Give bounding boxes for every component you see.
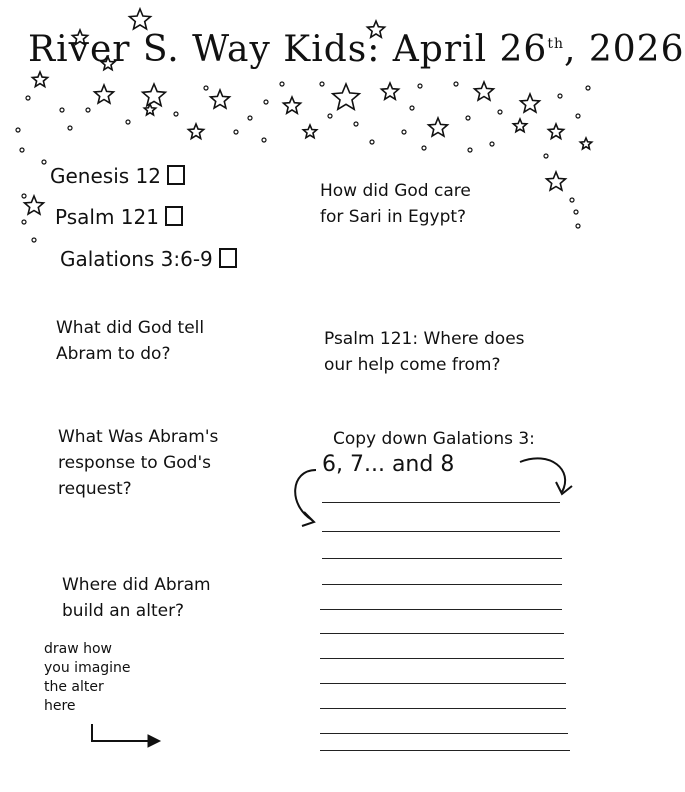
question-line: for Sari in Egypt? — [320, 207, 467, 227]
dot-decoration — [22, 220, 26, 224]
star-icon — [303, 125, 316, 138]
dot-decoration — [280, 82, 284, 86]
question-line: Abram to do? — [56, 344, 171, 364]
writing-line[interactable] — [320, 609, 562, 610]
star-icon — [580, 138, 591, 149]
dot-decoration — [26, 96, 30, 100]
writing-line[interactable] — [320, 733, 568, 734]
dot-decoration — [418, 84, 422, 88]
dot-decoration — [468, 148, 472, 152]
title-main: River S. Way Kids: April 26 — [28, 29, 548, 70]
star-icon — [547, 172, 566, 190]
star-icon — [95, 85, 114, 103]
question-line: What Was Abram's — [58, 427, 219, 447]
writing-line[interactable] — [320, 658, 564, 659]
question-5 — [324, 326, 525, 378]
checkbox[interactable] — [165, 206, 183, 226]
star-icon — [32, 72, 47, 87]
dot-decoration — [498, 110, 502, 114]
copy-verses-label: 6, 7... and 8 — [322, 452, 455, 477]
dot-decoration — [32, 238, 36, 242]
star-icon — [143, 84, 166, 106]
dot-decoration — [576, 224, 580, 228]
reading-genesis — [50, 164, 185, 188]
dot-decoration — [248, 116, 252, 120]
writing-line[interactable] — [322, 584, 562, 585]
dot-decoration — [42, 160, 46, 164]
dot-decoration — [22, 194, 26, 198]
writing-line[interactable] — [320, 750, 570, 751]
dot-decoration — [328, 114, 332, 118]
question-line: build an alter? — [62, 601, 185, 621]
question-line: response to God's — [58, 453, 211, 473]
star-icon — [188, 124, 203, 139]
dot-decoration — [68, 126, 72, 130]
writing-line[interactable] — [320, 708, 566, 709]
question-line: What did God tell — [56, 318, 205, 338]
dot-decoration — [490, 142, 494, 146]
question-line: our help come from? — [324, 355, 501, 375]
title-year: , 2026 — [563, 29, 685, 70]
dot-decoration — [574, 210, 578, 214]
title-superscript: th — [547, 36, 564, 52]
reading-label: Genesis 12 — [50, 164, 161, 188]
dot-decoration — [570, 198, 574, 202]
dot-decoration — [544, 154, 548, 158]
dot-decoration — [558, 94, 562, 98]
writing-line[interactable] — [322, 558, 562, 559]
star-icon — [283, 97, 300, 113]
dot-decoration — [576, 114, 580, 118]
star-icon — [521, 94, 540, 112]
dot-decoration — [262, 138, 266, 142]
star-icon — [25, 196, 44, 214]
dot-decoration — [204, 86, 208, 90]
note-line: draw how — [44, 641, 113, 657]
dot-decoration — [60, 108, 64, 112]
question-line: How did God care — [320, 181, 471, 201]
star-icon — [548, 124, 563, 139]
dot-decoration — [20, 148, 24, 152]
question-line: Where did Abram — [62, 575, 211, 595]
question-3 — [62, 572, 211, 624]
dot-decoration — [320, 82, 324, 86]
dot-decoration — [466, 116, 470, 120]
question-line: Copy down Galations 3: — [333, 429, 535, 449]
reading-label: Psalm 121 — [55, 205, 159, 229]
arrow-right-head — [148, 735, 160, 747]
star-icon — [513, 119, 526, 132]
writing-line[interactable] — [322, 502, 560, 503]
checkbox[interactable] — [219, 248, 237, 268]
dot-decoration — [354, 122, 358, 126]
dot-decoration — [410, 106, 414, 110]
dot-decoration — [422, 146, 426, 150]
question-2 — [58, 424, 218, 502]
question-4 — [320, 178, 471, 230]
reading-galations — [60, 247, 237, 271]
draw-note — [44, 640, 131, 716]
writing-line[interactable] — [322, 531, 560, 532]
question-1 — [56, 315, 204, 367]
question-line: request? — [58, 479, 132, 499]
dot-decoration — [234, 130, 238, 134]
checkbox[interactable] — [167, 165, 185, 185]
dot-decoration — [86, 108, 90, 112]
star-icon — [211, 90, 230, 108]
note-line: here — [44, 698, 76, 714]
dot-decoration — [174, 112, 178, 116]
dot-decoration — [126, 120, 130, 124]
star-icon — [144, 104, 155, 115]
question-line: Psalm 121: Where does — [324, 329, 525, 349]
dot-decoration — [264, 100, 268, 104]
dot-decoration — [16, 128, 20, 132]
question-6 — [333, 426, 535, 452]
star-icon — [333, 84, 360, 109]
writing-line[interactable] — [320, 683, 566, 684]
dot-decoration — [586, 86, 590, 90]
reading-label: Galations 3:6-9 — [60, 247, 213, 271]
dot-decoration — [370, 140, 374, 144]
dot-decoration — [454, 82, 458, 86]
page-title — [28, 22, 685, 72]
reading-psalm — [55, 205, 183, 229]
writing-line[interactable] — [320, 633, 564, 634]
dot-decoration — [402, 130, 406, 134]
note-line: the alter — [44, 679, 104, 695]
star-icon — [429, 118, 448, 136]
star-icon — [475, 82, 494, 100]
note-line: you imagine — [44, 660, 131, 676]
star-icon — [381, 83, 398, 99]
